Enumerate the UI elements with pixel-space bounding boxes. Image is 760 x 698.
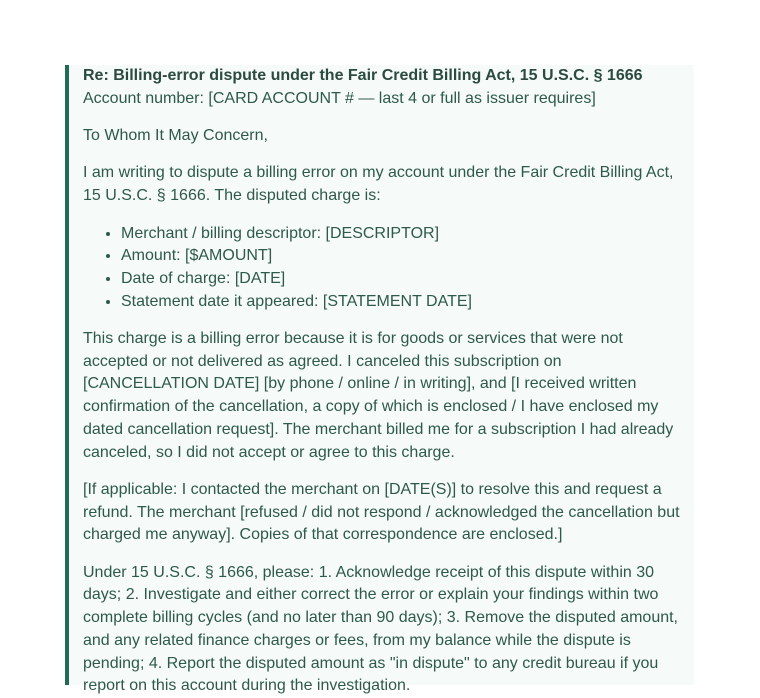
requests-paragraph: Under 15 U.S.C. § 1666, please: 1. Acknowledge receipt of this dispute within 30 days; 2. Investigate and either correct the error or explain your findings within two complete billing cycles (and no later than 90 days); 3. Remove the disputed amount, and any related finance charges or fees, from my balance while the dispute is pending; 4. Report the disputed amount as "in dispute" to any credit bureau if you report on this account during the investigation. (83, 563, 678, 695)
salutation: To Whom It May Concern, (83, 127, 268, 145)
reason-paragraph: This charge is a billing error because it is for goods or services that were not accepted or not delivered as agreed. I canceled this subscription on [CANCELLATION DATE] [by phone / online / in writing], and [I received written confirmation of the cancellation, a copy of which is enclosed / I have enclosed my dated cancellation request]. The merchant billed me for a subscription I had already canceled, so I did not accept or agree to this charge. (83, 330, 674, 461)
subject-paragraph (83, 65, 680, 110)
charge-detail-merchant: • Merchant / billing descriptor: [DESCRIPTOR] (121, 223, 680, 246)
dispute-letter (65, 65, 694, 695)
charge-details-list (83, 223, 680, 314)
letter-subject: Re: Billing-error dispute under the Fair Credit Billing Act, 15 U.S.C. § 1666 (83, 67, 643, 84)
charge-detail-date: • Date of charge: [DATE] (121, 268, 680, 291)
charge-detail-statement-date: • Statement date it appeared: [STATEMENT DATE] (121, 291, 680, 314)
account-number-line: Account number: [CARD ACCOUNT # — last 4 or full as issuer requires] (83, 89, 596, 107)
merchant-contact-paragraph: [If applicable: I contacted the merchant on [DATE(S)] to resolve this and request a refund. The merchant [refused / did not respond / acknowledged the cancellation but charged me anyway]. Copies of that correspondence are enclosed.] (83, 480, 680, 544)
intro-paragraph: I am writing to dispute a billing error on my account under the Fair Credit Billing Act, 15 U.S.C. § 1666. The disputed charge is: (83, 164, 674, 205)
charge-detail-amount: • Amount: [$AMOUNT] (121, 245, 680, 268)
